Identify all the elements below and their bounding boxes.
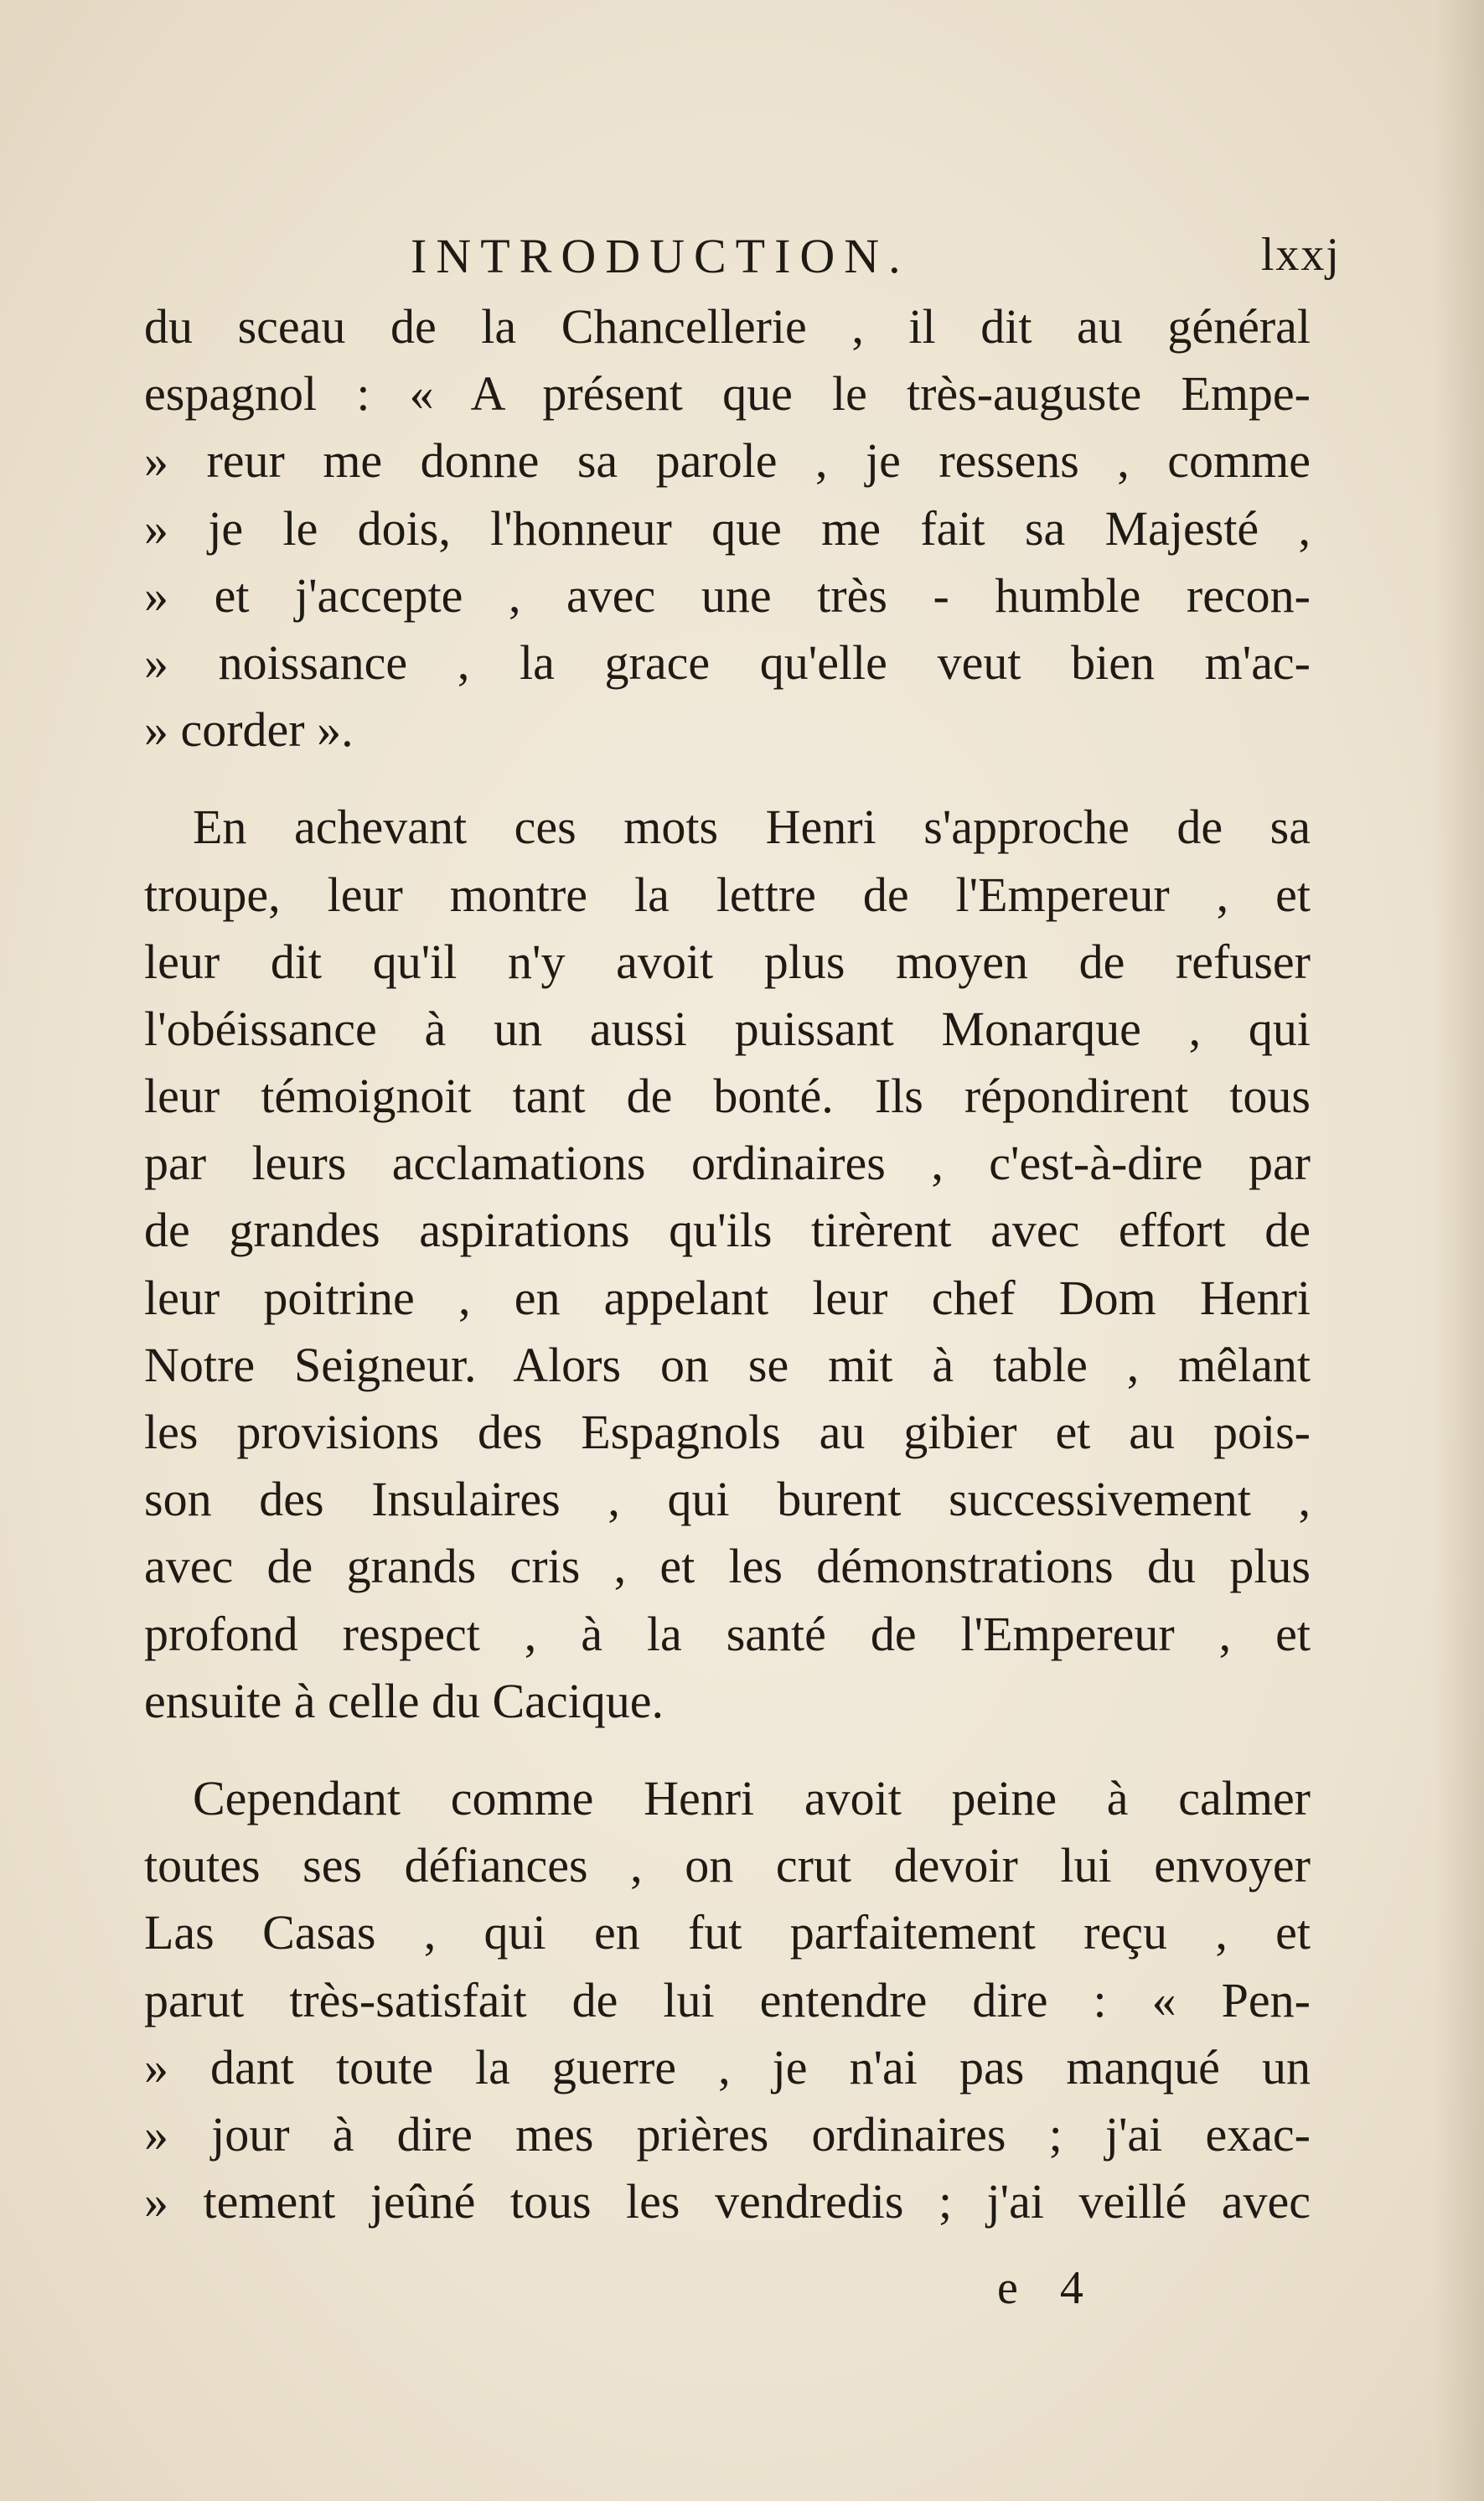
paragraph-1 (144, 293, 1311, 764)
text-line: Notre Seigneur. Alors on se mit à table , mêlant (144, 1337, 1311, 1392)
running-head: INTRODUCTION. (411, 229, 910, 283)
paragraph-gap (144, 1735, 1311, 1765)
text-line: du sceau de la Chancellerie , il dit au général (144, 299, 1311, 354)
text-line: espagnol : « A présent que le très-auguste Empe- (144, 366, 1311, 422)
text-line: les provisions des Espagnols au gibier et au pois- (144, 1405, 1311, 1459)
text-line: leur poitrine , en appelant leur chef Dom Henri (144, 1270, 1311, 1325)
body-text (144, 293, 1311, 2235)
text-line: troupe, leur montre la lettre de l'Empereur , et (144, 867, 1311, 922)
text-line: Las Casas , qui en fut parfaitement reçu , et (144, 1905, 1311, 1960)
signature-mark: e 4 (997, 2262, 1099, 2314)
text-line: leur dit qu'il n'y avoit plus moyen de refuser (144, 934, 1311, 989)
page-edge-shadow (1434, 0, 1484, 2501)
text-line: » jour à dire mes prières ordinaires ; j'ai exac- (144, 2106, 1311, 2162)
page-number: lxxj (1260, 229, 1341, 281)
text-line: l'obéissance à un aussi puissant Monarque , qui (144, 1001, 1311, 1056)
text-line: leur témoignoit tant de bonté. Ils répondirent tous (144, 1069, 1311, 1124)
text-line: Cependant comme Henri avoit peine à calmer (193, 1770, 1311, 1825)
text-line: parut très-satisfait de lui entendre dire : « Pen- (144, 1972, 1311, 2027)
text-line: » reur me donne sa parole , je ressens , comme (144, 433, 1311, 489)
text-line: En achevant ces mots Henri s'approche de sa (193, 800, 1311, 855)
text-line: » je le dois, l'honneur que me fait sa Majesté , (144, 500, 1311, 556)
text-line: » et j'accepte , avec une très - humble recon- (144, 567, 1311, 623)
paragraph-3 (144, 1765, 1311, 2235)
text-line: toutes ses défiances , on crut devoir lui envoyer (144, 1838, 1311, 1893)
paragraph-2 (144, 794, 1311, 1735)
text-line: » corder ». (144, 702, 354, 758)
text-line: ensuite à celle du Cacique. (144, 1673, 664, 1728)
text-line: profond respect , à la santé de l'Empereur , et (144, 1606, 1311, 1661)
text-line: par leurs acclamations ordinaires , c'est-à-dire par (144, 1136, 1311, 1191)
text-line: » dant toute la guerre , je n'ai pas manqué un (144, 2039, 1311, 2095)
paragraph-gap (144, 764, 1311, 794)
text-line: avec de grands cris , et les démonstrations du plus (144, 1539, 1311, 1594)
text-line: » tement jeûné tous les vendredis ; j'ai veillé avec (144, 2174, 1311, 2229)
text-line: son des Insulaires , qui burent successivement , (144, 1472, 1311, 1527)
text-line: de grandes aspirations qu'ils tirèrent avec effort de (144, 1203, 1311, 1258)
text-line: » noissance , la grace qu'elle veut bien m'ac- (144, 634, 1311, 690)
page-header (151, 228, 1341, 295)
